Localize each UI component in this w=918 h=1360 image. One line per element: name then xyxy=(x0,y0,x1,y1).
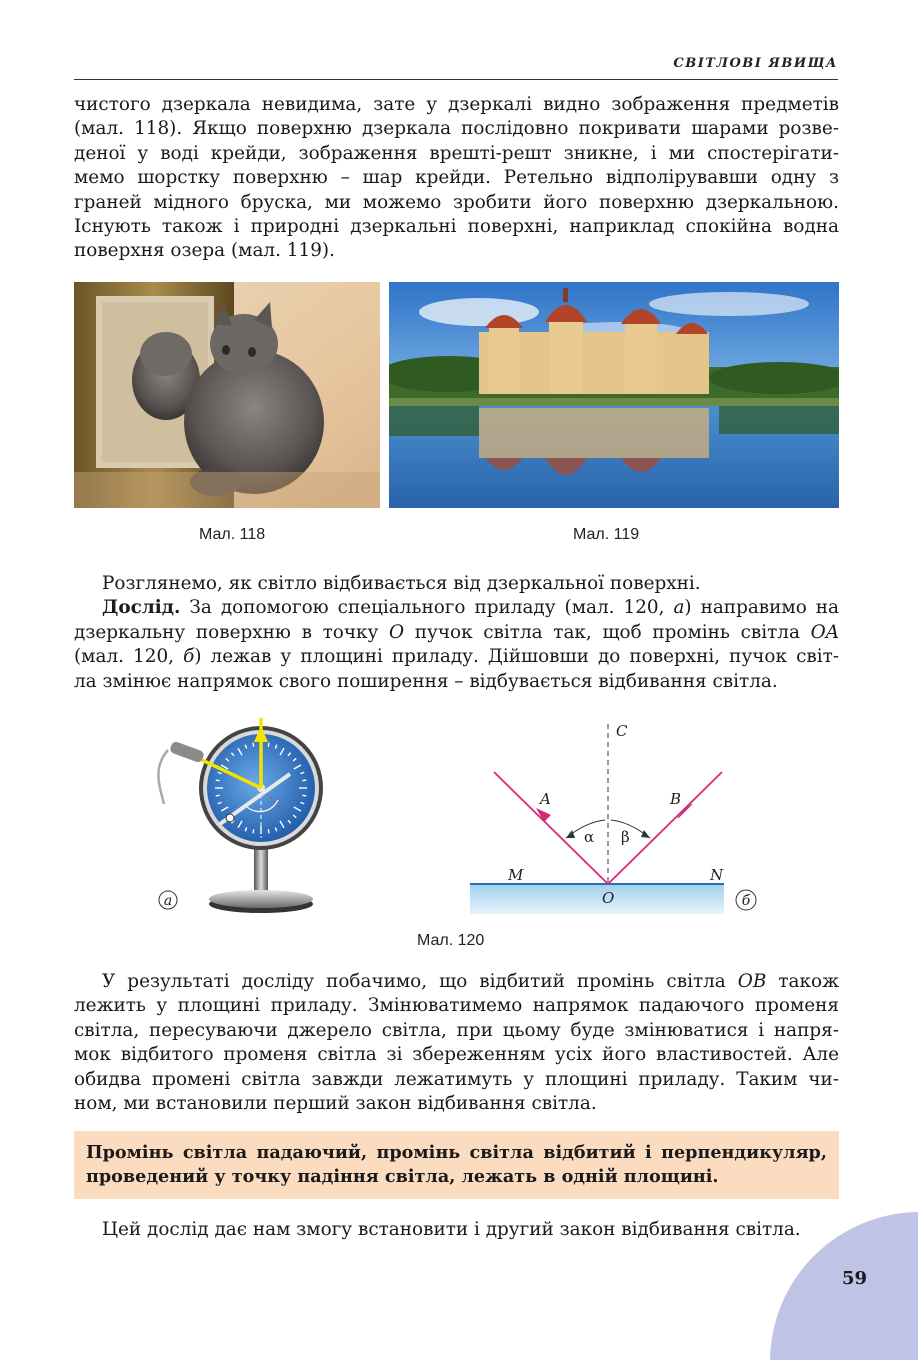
dial-tick xyxy=(302,795,306,796)
photo-castle-lake xyxy=(389,282,839,508)
figure-120b-diagram xyxy=(466,718,766,918)
text-line: чистого дзеркала невидима, зате у дзеркалі видно зображення предметів xyxy=(74,94,839,115)
experiment-line-3: (мал. 120, б) лежав у площині приладу. Дійшовши до поверхні, пучок світ- xyxy=(74,646,839,668)
dial-tick xyxy=(268,743,269,747)
photo-kittens-mirror xyxy=(74,282,380,508)
label-a: а xyxy=(163,893,173,909)
result-line-1: У результаті досліду побачимо, що відбитий промінь світла OB також xyxy=(102,971,839,992)
text-line: Існують також і природні дзеркальні поверхні, наприклад спокійна водна xyxy=(74,216,839,238)
label-A: A xyxy=(540,790,551,808)
experiment-line-2: дзеркальну поверхню в точку O пучок світла так, щоб промінь світла OA xyxy=(74,621,839,643)
dial-tick xyxy=(216,780,220,781)
paragraph-result xyxy=(74,970,839,1116)
label-M: M xyxy=(508,866,524,884)
experiment-lead: Дослід. xyxy=(102,597,181,619)
page-number: 59 xyxy=(842,1268,868,1289)
text-line: мемо шорстку поверхню – шар крейди. Ретельно відполірувавши одну з xyxy=(74,167,839,189)
dial-tick xyxy=(216,795,220,796)
paragraph-consider xyxy=(74,572,839,694)
text-line: лежить у площині приладу. Змінюватимемо напрямок падаючого променя xyxy=(74,995,839,1017)
experiment-line-1: Дослід. За допомогою спеціального приладу (мал. 120, а) направимо на xyxy=(102,597,839,619)
caption-fig118: Мал. 118 xyxy=(199,526,266,543)
experiment-line-4: ла змінює напрямок свого поширення – відбувається відбивання світла. xyxy=(74,670,778,692)
chapter-title: СВІТЛОВІ ЯВИЩА xyxy=(673,56,838,71)
label-N: N xyxy=(710,866,724,884)
text-line: Цей дослід дає нам змогу встановити і другий закон відбивання світла. xyxy=(102,1219,801,1240)
text-line: поверхня озера (мал. 119). xyxy=(74,240,335,262)
text-line: обидва промені світла завжди лежатимуть у площині приладу. Таким чи- xyxy=(74,1068,839,1090)
label-beta: β xyxy=(621,828,630,846)
paragraph-intro xyxy=(74,93,839,264)
label-B: B xyxy=(670,790,682,808)
label-b: б xyxy=(741,893,751,909)
dial-tick xyxy=(253,743,254,747)
dial-tick xyxy=(253,829,254,833)
caption-fig119: Мал. 119 xyxy=(573,526,640,543)
dial-tick xyxy=(268,829,269,833)
text-line: світла, пересуваючи джерело світла, при цьому буде змінюватися і напря- xyxy=(74,1019,839,1041)
label-O: O xyxy=(602,889,615,907)
figure-120a-device xyxy=(150,708,340,918)
text-line: (мал. 118). Якщо поверхню дзеркала послідовно покривати шарами розве- xyxy=(74,118,839,140)
law-line: проведений у точку падіння світла, лежать в одній площині. xyxy=(86,1166,719,1187)
text-line: ном, ми встановили перший закон відбивання світла. xyxy=(74,1093,597,1115)
running-header xyxy=(74,52,838,80)
text-line: мок відбитого променя світла зі збереженням усіх його властивостей. Але xyxy=(74,1044,839,1066)
text-line: деної у воді крейди, зображення врешті-решт зникне, і ми спостерігати- xyxy=(74,142,839,164)
paragraph-second-law xyxy=(74,1218,839,1242)
caption-fig120: Мал. 120 xyxy=(417,932,485,949)
text-line: граней мідного бруска, ми можемо зробити його поверхню дзеркальною. xyxy=(74,191,839,213)
law-line: Промінь світла падаючий, промінь світла відбитий і перпендикуляр, xyxy=(86,1142,827,1163)
text-line: Розглянемо, як світло відбивається від дзеркальної поверхні. xyxy=(102,573,701,594)
first-law-box xyxy=(74,1131,839,1199)
label-C: C xyxy=(616,722,628,740)
dial-tick xyxy=(302,780,306,781)
label-alpha: α xyxy=(584,828,595,846)
